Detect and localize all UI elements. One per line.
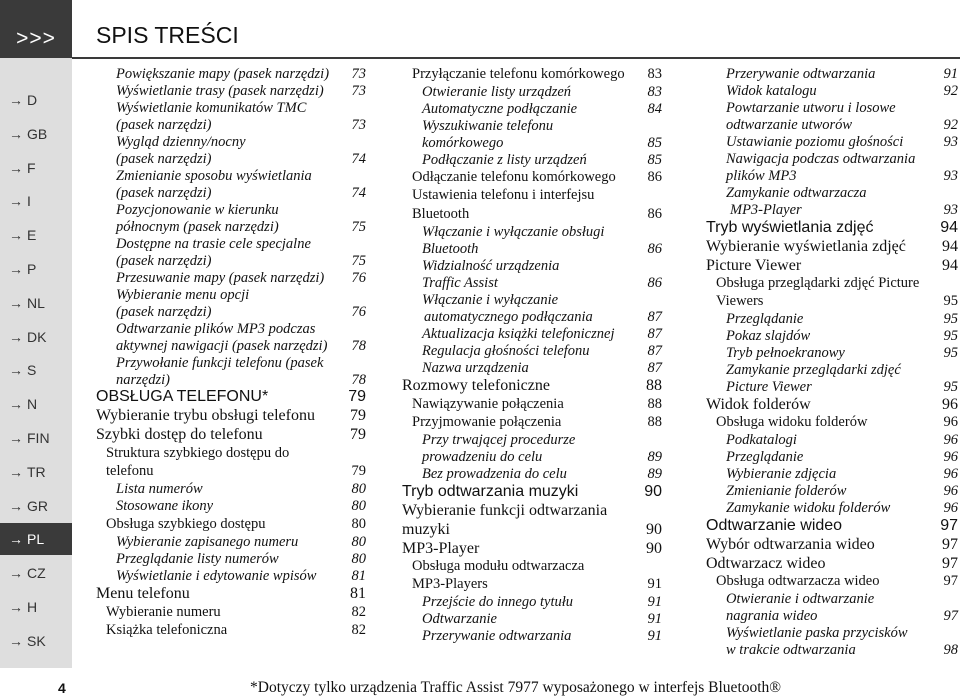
language-code: DK xyxy=(27,328,47,345)
language-tab-dk[interactable] xyxy=(0,321,72,353)
toc-entry-title: Przeglądanie xyxy=(726,449,804,465)
toc-entry-title: Wybieranie funkcji odtwarzania xyxy=(402,502,608,519)
toc-entry-title: Widok folderów xyxy=(706,396,811,413)
toc-page-number: 95 xyxy=(943,293,958,309)
toc-entry-title: Zamykanie widoku folderów xyxy=(726,500,891,516)
toc-entry-title: Przywołanie funkcji telefonu (pasek xyxy=(116,355,324,371)
arrow-right-icon: → xyxy=(9,193,23,210)
toc-entry-title: telefonu xyxy=(106,463,154,479)
toc-page-number: 98 xyxy=(943,642,958,658)
toc-entry-title: narzędzi) xyxy=(116,372,170,388)
toc-entry-title: Wybieranie zdjęcia xyxy=(726,466,837,482)
toc-page-number: 88 xyxy=(647,414,662,430)
toc-page-number: 79 xyxy=(350,407,366,424)
toc-entry-title: Przyłączanie telefonu komórkowego xyxy=(412,66,625,82)
toc-entry-title: w trakcie odtwarzania xyxy=(726,642,856,658)
toc-entry-title: północnym (pasek narzędzi) xyxy=(116,219,279,235)
language-code: NL xyxy=(27,294,45,311)
toc-entry-title: Wyświetlanie trasy (pasek narzędzi) xyxy=(116,83,324,99)
toc-entry-title: Odtwarzacz wideo xyxy=(706,555,826,572)
toc-page-number: 93 xyxy=(943,134,958,150)
toc-page-number: 88 xyxy=(646,377,662,394)
toc-page-number: 74 xyxy=(351,151,366,167)
toc-page-number: 92 xyxy=(943,83,958,99)
toc-page-number: 84 xyxy=(647,101,662,117)
toc-page-number: 97 xyxy=(942,555,958,572)
language-code: TR xyxy=(27,463,46,480)
toc-entry-title: Obsługa przeglądarki zdjęć Picture xyxy=(716,275,920,291)
toc-page-number: 94 xyxy=(940,219,958,236)
toc-entry-title: Tryb odtwarzania muzyki xyxy=(402,483,579,500)
toc-page-number: 90 xyxy=(646,540,662,557)
toc-page-number: 96 xyxy=(943,432,958,448)
toc-entry-title: Przeglądanie listy numerów xyxy=(116,551,279,567)
arrow-right-icon: → xyxy=(9,632,23,649)
toc-page-number: 78 xyxy=(351,372,366,388)
toc-page-number: 95 xyxy=(943,311,958,327)
toc-entry-title: muzyki xyxy=(402,521,450,538)
toc-entry-title: Szybki dostęp do telefonu xyxy=(96,426,263,443)
arrow-right-icon: → xyxy=(9,599,23,615)
toc-entry-title: Przy trwającej procedurze xyxy=(422,432,576,448)
language-code: F xyxy=(27,159,36,176)
toc-entry-title: MP3-Player xyxy=(402,540,480,557)
toc-page-number: 93 xyxy=(943,202,958,218)
language-tab-fin[interactable] xyxy=(0,422,72,454)
toc-entry-title: Tryb wyświetlania zdjęć xyxy=(706,219,874,236)
toc-page-number: 76 xyxy=(351,270,366,286)
language-tab-h[interactable] xyxy=(0,591,72,623)
language-code: P xyxy=(27,261,37,277)
toc-page-number: 89 xyxy=(647,466,662,482)
toc-entry-title: Obsługa odtwarzacza wideo xyxy=(716,573,880,589)
language-tab-i[interactable] xyxy=(0,185,72,217)
toc-page-number: 95 xyxy=(943,328,958,344)
toc-page-number: 96 xyxy=(943,449,958,465)
toc-entry-title: Zamykanie przeglądarki zdjęć xyxy=(726,362,901,378)
language-code: CZ xyxy=(27,565,46,582)
header-divider xyxy=(72,57,960,59)
toc-entry-title: Odtwarzanie xyxy=(422,611,497,627)
toc-entry-title: Powiększanie mapy (pasek narzędzi) xyxy=(116,66,330,82)
toc-entry-title: Wybieranie trybu obsługi telefonu xyxy=(96,407,315,424)
language-code: PL xyxy=(27,531,45,548)
toc-page-number: 97 xyxy=(943,573,958,589)
toc-entry-title: Aktualizacja książki telefonicznej xyxy=(422,326,615,342)
toc-page-number: 96 xyxy=(942,396,958,413)
language-tab-f[interactable] xyxy=(0,152,72,184)
toc-entry-title: Otwieranie listy urządzeń xyxy=(422,84,572,100)
toc-page-number: 95 xyxy=(943,345,958,361)
toc-page-number: 92 xyxy=(943,117,958,133)
toc-entry-title: (pasek narzędzi) xyxy=(116,304,212,320)
toc-page-number: 80 xyxy=(351,516,366,532)
toc-page-number: 87 xyxy=(647,309,662,325)
arrow-right-icon: → xyxy=(9,227,23,244)
arrow-right-icon: → xyxy=(9,159,23,176)
language-sidebar xyxy=(0,0,72,668)
arrow-right-icon: → xyxy=(9,497,23,514)
toc-entry-title: Tryb pełnoekranowy xyxy=(726,345,845,361)
language-tab-s[interactable] xyxy=(0,354,72,386)
toc-entry-title: Bluetooth xyxy=(422,241,479,257)
toc-entry-title: Stosowane ikony xyxy=(116,498,214,514)
toc-entry-title: Widok katalogu xyxy=(726,83,817,99)
toc-entry-title: Nawiązywanie połączenia xyxy=(412,396,564,412)
arrow-right-icon: → xyxy=(9,565,23,582)
toc-entry-title: Automatyczne podłączanie xyxy=(422,101,578,117)
toc-page-number: 94 xyxy=(942,257,958,274)
page-number: 4 xyxy=(58,680,66,696)
arrow-right-icon: → xyxy=(9,328,23,345)
toc-page-number: 88 xyxy=(647,396,662,412)
toc-entry-title: prowadzeniu do celu xyxy=(422,449,543,465)
toc-entry-title: Powtarzanie utworu i losowe xyxy=(726,100,896,116)
language-code: SK xyxy=(27,632,46,649)
toc-page-number: 78 xyxy=(351,338,366,354)
toc-entry-title: Przejście do innego tytułu xyxy=(422,594,574,610)
toc-page-number: 73 xyxy=(351,117,366,133)
toc-entry-title: MP3-Player xyxy=(730,202,802,218)
language-code: H xyxy=(27,599,38,615)
language-code: S xyxy=(27,362,37,379)
toc-page-number: 79 xyxy=(351,463,366,479)
toc-page-number: 75 xyxy=(351,253,366,269)
arrow-right-icon: → xyxy=(9,396,23,413)
toc-page-number: 86 xyxy=(647,241,662,257)
toc-entry-title: plików MP3 xyxy=(726,168,797,184)
toc-entry-title: Włączanie i wyłączanie obsługi xyxy=(422,224,605,240)
language-code: I xyxy=(27,193,31,210)
toc-page-number: 91 xyxy=(647,576,662,592)
toc-page-number: 87 xyxy=(647,326,662,342)
toc-entry-title: Przyjmowanie połączenia xyxy=(412,414,562,430)
toc-entry-title: Odtwarzanie wideo xyxy=(706,517,843,534)
toc-page-number: 80 xyxy=(351,551,366,567)
arrow-right-icon: → xyxy=(9,531,23,548)
toc-page-number: 91 xyxy=(647,628,662,644)
toc-page-number: 75 xyxy=(351,219,366,235)
toc-entry-title: Nazwa urządzenia xyxy=(422,360,529,376)
toc-entry-title: Wybór odtwarzania wideo xyxy=(706,536,875,553)
toc-page-number: 80 xyxy=(351,481,366,497)
toc-entry-title: OBSŁUGA TELEFONU* xyxy=(96,388,269,405)
language-code: FIN xyxy=(27,430,50,446)
toc-page-number: 91 xyxy=(943,66,958,82)
language-tab-nl[interactable] xyxy=(0,287,72,319)
toc-page-number: 86 xyxy=(647,275,662,291)
toc-entry-title: Ustawianie poziomu głośności xyxy=(726,134,904,150)
toc-entry-title: Widzialność urządzenia xyxy=(422,258,560,274)
toc-page-number: 73 xyxy=(351,66,366,82)
arrow-right-icon: → xyxy=(9,294,23,311)
toc-page-number: 80 xyxy=(351,534,366,550)
toc-entry-title: Wyświetlanie paska przycisków xyxy=(726,625,908,641)
toc-entry-title: Odtwarzanie plików MP3 podczas xyxy=(116,321,316,337)
toc-page-number: 73 xyxy=(351,83,366,99)
toc-page-number: 85 xyxy=(647,152,662,168)
language-code: GB xyxy=(27,125,48,142)
toc-entry-title: Viewers xyxy=(716,293,764,309)
arrow-right-icon: → xyxy=(9,125,23,142)
toc-entry-title: Wyszukiwanie telefonu xyxy=(422,118,554,134)
toc-entry-title: Zamykanie odtwarzacza xyxy=(726,185,867,201)
toc-entry-title: Przesuwanie mapy (pasek narzędzi) xyxy=(116,270,325,286)
toc-entry-title: Zmienianie folderów xyxy=(726,483,847,499)
toc-page-number: 91 xyxy=(647,594,662,610)
toc-entry-title: Dostępne na trasie cele specjalne xyxy=(116,236,311,252)
toc-entry-title: Pozycjonowanie w kierunku xyxy=(116,202,279,218)
toc-entry-title: Przeglądanie xyxy=(726,311,804,327)
toc-page-number: 81 xyxy=(351,568,366,584)
language-tab-pl[interactable] xyxy=(0,523,72,555)
toc-entry-title: Lista numerów xyxy=(116,481,203,497)
footnote: *Dotyczy tylko urządzenia Traffic Assist 7977 wyposażonego w interfejs Bluetooth® xyxy=(250,679,782,696)
toc-entry-title: MP3-Players xyxy=(412,576,488,592)
toc-page-number: 83 xyxy=(647,84,662,100)
toc-page-number: 96 xyxy=(943,466,958,482)
arrow-right-icon: → xyxy=(9,92,23,108)
toc-page-number: 86 xyxy=(647,206,662,222)
toc-page-number: 81 xyxy=(350,585,366,602)
toc-page-number: 96 xyxy=(943,483,958,499)
toc-entry-title: Podłączanie z listy urządzeń xyxy=(422,152,587,168)
toc-page-number: 76 xyxy=(351,304,366,320)
toc-page-number: 90 xyxy=(646,521,662,538)
toc-entry-title: Picture Viewer xyxy=(726,379,812,395)
toc-page-number: 97 xyxy=(942,536,958,553)
toc-page-number: 93 xyxy=(943,168,958,184)
toc-entry-title: Podkatalogi xyxy=(726,432,797,448)
toc-page-number: 79 xyxy=(348,388,366,405)
language-tab-gb[interactable] xyxy=(0,118,72,150)
toc-page-number: 96 xyxy=(943,414,958,430)
toc-entry-title: (pasek narzędzi) xyxy=(116,151,212,167)
toc-entry-title: (pasek narzędzi) xyxy=(116,253,212,269)
toc-page-number: 86 xyxy=(647,169,662,185)
toc-entry-title: komórkowego xyxy=(422,135,504,151)
toc-entry-title: Traffic Assist xyxy=(422,275,498,291)
language-tab-gr[interactable] xyxy=(0,490,72,522)
language-code: GR xyxy=(27,497,48,514)
language-tab-d[interactable] xyxy=(0,84,72,116)
toc-entry-title: Obsługa szybkiego dostępu xyxy=(106,516,266,532)
toc-entry-title: Wyświetlanie komunikatów TMC xyxy=(116,100,307,116)
toc-page-number: 97 xyxy=(940,517,958,534)
arrow-right-icon: → xyxy=(9,463,23,480)
language-tab-n[interactable] xyxy=(0,388,72,420)
toc-page-number: 74 xyxy=(351,185,366,201)
toc-page-number: 79 xyxy=(350,426,366,443)
toc-entry-title: Zmienianie sposobu wyświetlania xyxy=(116,168,312,184)
toc-entry-title: aktywnej nawigacji (pasek narzędzi) xyxy=(116,338,328,354)
toc-entry-title: Wybieranie zapisanego numeru xyxy=(116,534,299,550)
toc-entry-title: Wyświetlanie i edytowanie wpisów xyxy=(116,568,317,584)
toc-entry-title: Regulacja głośności telefonu xyxy=(422,343,590,359)
toc-page-number: 87 xyxy=(647,343,662,359)
arrow-right-icon: → xyxy=(9,430,23,446)
toc-entry-title: Struktura szybkiego dostępu do xyxy=(106,445,290,461)
toc-page-number: 95 xyxy=(943,379,958,395)
toc-entry-title: Przerywanie odtwarzania xyxy=(726,66,876,82)
toc-page-number: 89 xyxy=(647,449,662,465)
toc-entry-title: Rozmowy telefoniczne xyxy=(402,377,550,394)
toc-entry-title: Obsługa widoku folderów xyxy=(716,414,868,430)
language-tab-p[interactable] xyxy=(0,253,72,285)
sidebar-header: >>> xyxy=(0,0,72,58)
toc-entry-title: Menu telefonu xyxy=(96,585,190,602)
toc-page-number: 83 xyxy=(647,66,662,82)
toc-page-number: 96 xyxy=(943,500,958,516)
toc-page-number: 94 xyxy=(942,238,958,255)
toc-page-number: 85 xyxy=(647,135,662,151)
toc-page-number: 97 xyxy=(943,608,958,624)
toc-entry-title: Nawigacja podczas odtwarzania xyxy=(726,151,916,167)
toc-page-number: 82 xyxy=(351,622,366,638)
page-title: SPIS TREŚCI xyxy=(96,22,239,48)
toc-entry-title: (pasek narzędzi) xyxy=(116,117,212,133)
language-code: E xyxy=(27,227,37,244)
toc-entry-title: Wybieranie menu opcji xyxy=(116,287,250,303)
toc-entry-title: Pokaz slajdów xyxy=(726,328,811,344)
language-code: D xyxy=(27,92,38,108)
toc-entry-title: Książka telefoniczna xyxy=(106,622,228,638)
toc-entry-title: Włączanie i wyłączanie xyxy=(422,292,559,308)
language-code: N xyxy=(27,396,38,413)
toc-page-number: 90 xyxy=(644,483,662,500)
language-tab-e[interactable] xyxy=(0,219,72,251)
toc-entry-title: Ustawienia telefonu i interfejsu xyxy=(412,187,595,203)
toc-entry-title: Wybieranie numeru xyxy=(106,604,221,620)
arrow-right-icon: → xyxy=(9,362,23,379)
toc-page-number: 87 xyxy=(647,360,662,376)
toc-entry-title: Bez prowadzenia do celu xyxy=(422,466,567,482)
toc-entry-title: (pasek narzędzi) xyxy=(116,185,212,201)
language-tab-cz[interactable] xyxy=(0,557,72,589)
toc-entry-title: Bluetooth xyxy=(412,206,470,222)
toc-entry-title: Otwieranie i odtwarzanie xyxy=(726,591,875,607)
toc-entry-title: automatycznego podłączania xyxy=(424,309,593,325)
arrow-right-icon: → xyxy=(9,261,23,277)
toc-entry-title: Obsługa modułu odtwarzacza xyxy=(412,558,585,574)
toc-page-number: 91 xyxy=(647,611,662,627)
toc-entry-title: nagrania wideo xyxy=(726,608,818,624)
toc-entry-title: odtwarzanie utworów xyxy=(726,117,853,133)
language-tab-sk[interactable] xyxy=(0,625,72,657)
language-tab-tr[interactable] xyxy=(0,456,72,488)
toc-page-number: 82 xyxy=(351,604,366,620)
toc-entry-title: Picture Viewer xyxy=(706,257,802,274)
toc-entry-title: Przerywanie odtwarzania xyxy=(422,628,572,644)
toc-page-number: 80 xyxy=(351,498,366,514)
toc-entry-title: Odłączanie telefonu komórkowego xyxy=(412,169,616,185)
toc-entry-title: Wybieranie wyświetlania zdjęć xyxy=(706,238,906,255)
toc-entry-title: Wygląd dzienny/nocny xyxy=(116,134,246,150)
